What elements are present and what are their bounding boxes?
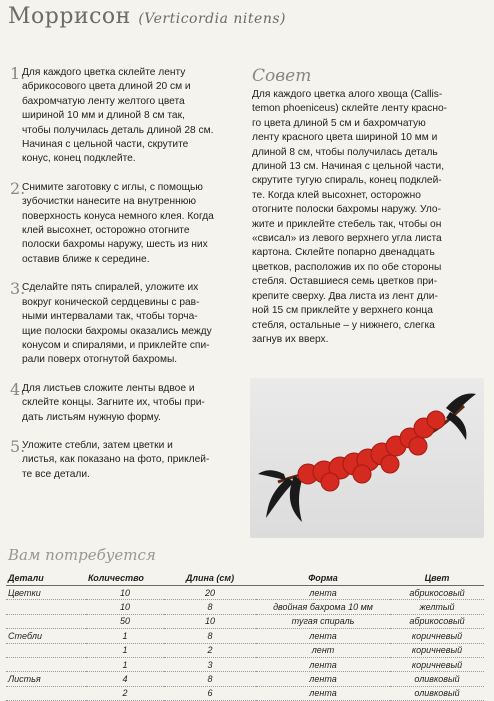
cell-shape: лента [256,586,390,600]
column-header: Детали [6,570,86,586]
leaf-shape [266,478,294,518]
cell-quantity: 1 [86,629,164,643]
table-row [6,643,484,657]
cell-quantity: 50 [86,614,164,628]
flower-shape [321,473,339,491]
step-4 [10,379,236,425]
advice-column [252,66,484,347]
cell-shape: двойная бахрома 10 мм [256,600,390,614]
step-number: 5. [10,436,26,456]
cell-part: Стебли [6,629,86,643]
leaf-shape [290,476,302,522]
cell-length: 8 [164,629,256,643]
cell-shape: лента [256,686,390,700]
table-row [6,657,484,671]
step-number: 1. [10,64,26,83]
cell-length: 8 [164,672,256,686]
column-header: Количество [86,570,164,586]
quilling-flowers-illustration [250,378,484,538]
table-row [6,672,484,686]
table-row [6,629,484,643]
step-text: Сделайте пять спиралей, уложите их вокруг конической сердцевины с рав- ными интервалами так, чтобы торча- щие полоски бахромы оказались между конусом и спиралями, и приклейте спи- рали поверх отогнутой бахромы. [22,282,212,366]
flower-shape [381,455,399,473]
cell-shape: тугая спираль [256,614,390,628]
cell-length: 3 [164,657,256,671]
cell-part: Листья [6,672,86,686]
cell-quantity: 1 [86,657,164,671]
step-number: 4. [10,379,26,399]
cell-color: коричневый [390,629,484,643]
leaf-shape [258,470,286,480]
step-text: Для листьев сложите ленты вдвое и склейте концы. Загните их, чтобы при- дать листьям нужную форму. [22,382,205,423]
step-text: Для каждого цветка склейте ленту абрикосового цвета длиной 20 см и бахромчатую ленту желтого цвета шириной 10 мм и длиной 8 см так, чтобы получилась деталь длиной 28 см. Начиная с цельной части, скрутите конус, конец подклейте. [22,67,214,165]
cell-quantity: 2 [86,686,164,700]
title-latin: (Verticordia nitens) [138,11,286,27]
table-row [6,586,484,600]
cell-shape: лента [256,657,390,671]
page-title [8,4,286,29]
cell-color: абрикосовый [390,586,484,600]
cell-part [6,614,86,628]
cell-color: оливковый [390,686,484,700]
craft-photo [250,378,484,538]
leaf-shape [446,394,476,414]
flower-shape [427,411,445,429]
instructions-column [10,66,236,496]
cell-length: 8 [164,600,256,614]
cell-color: коричневый [390,657,484,671]
step-5 [10,436,236,482]
cell-length: 6 [164,686,256,700]
cell-color: оливковый [390,672,484,686]
flower-shape [409,437,427,455]
table-row [6,686,484,700]
column-header: Форма [256,570,390,586]
step-number: 2. [10,178,26,198]
column-header: Цвет [390,570,484,586]
cell-quantity: 4 [86,672,164,686]
step-text: Снимите заготовку с иглы, с помощью зубочистки нанесите на внутреннюю поверхность конуса немного клея. Когда клей высохнет, осторожно отогните полоски бахромы наружу, шесть из них оставив ближе к середине. [22,181,214,265]
title-russian: Моррисон [8,4,131,29]
cell-color: желтый [390,600,484,614]
table-header-row [6,570,484,586]
cell-quantity: 10 [86,600,164,614]
advice-text: Для каждого цветка алого хвоща (Callis- temon phoeniceus) склейте ленту красно- го цвета длиной 5 см и бахромчатую ленту красного цвета шириной 10 мм и длиной 8 см, чтобы получилась деталь длиной 13 см. Начиная с цельной части, скрутите тугую спираль, конец подклей- те. Когда клей высохнет, осторожно отогните полоски бахромы наружу. Уло- жите и приклейте стебель так, чтобы он «свисал» из левого верхнего угла листа картона. Склейте попарно двенадцать цветков, расположив их по обе стороны стебля. Оставшиеся семь цветков при- крепите сверху. Два листа из лент дли- ной 15 см приклейте у верхнего конца стебля, остальные – у нижнего, слегка загнув их вверх. [252,89,448,345]
step-number: 3. [10,279,26,299]
cell-shape: лент [256,643,390,657]
cell-part: Цветки [6,586,86,600]
flower-cluster [298,411,445,491]
cell-length: 20 [164,586,256,600]
cell-part [6,657,86,671]
step-2 [10,178,236,267]
cell-quantity: 1 [86,643,164,657]
materials-table [6,570,484,701]
step-1 [10,66,236,167]
cell-shape: лента [256,672,390,686]
column-header: Длина (см) [164,570,256,586]
leaf-shape [446,412,466,440]
cell-color: коричневый [390,643,484,657]
advice-title: Совет [252,66,312,86]
step-text: Уложите стебли, затем цветки и листья, как показано на фото, приклей- те все детали. [22,439,210,480]
materials-title: Вам потребуется [8,546,156,564]
cell-part [6,686,86,700]
step-3 [10,281,236,367]
table-row [6,614,484,628]
table-row [6,600,484,614]
flower-shape [353,465,371,483]
cell-length: 2 [164,643,256,657]
cell-length: 10 [164,614,256,628]
cell-shape: лента [256,629,390,643]
cell-part [6,643,86,657]
cell-color: абрикосовый [390,614,484,628]
cell-part [6,600,86,614]
cell-quantity: 10 [86,586,164,600]
